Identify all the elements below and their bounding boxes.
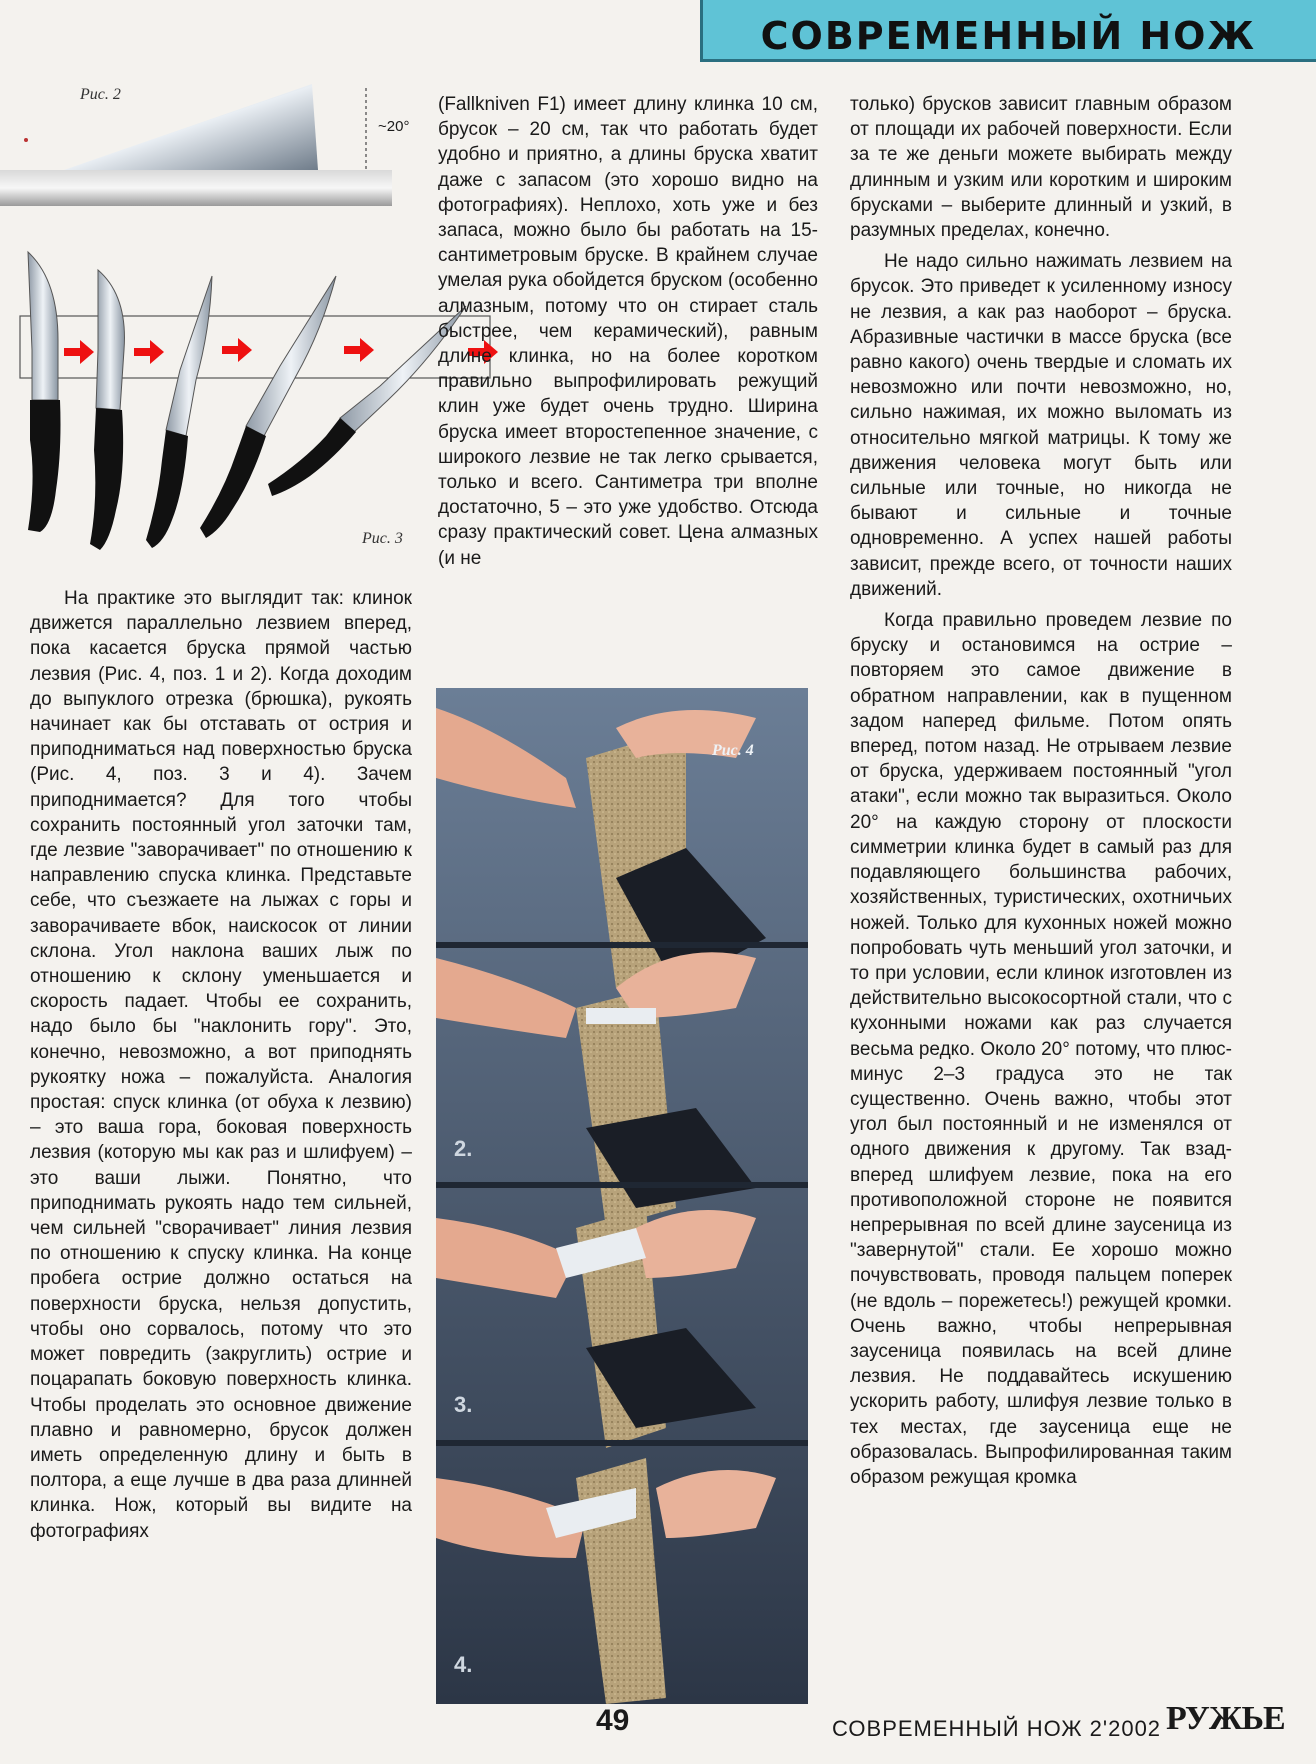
photo-step-label: 2.: [454, 1136, 473, 1161]
knife-5: [268, 306, 466, 496]
sharpening-stone: [0, 170, 392, 206]
knife-4: [200, 276, 336, 538]
page-number: 49: [596, 1704, 630, 1737]
text-column-3: [850, 92, 1232, 1490]
stone-outline: [20, 316, 490, 378]
figure-4-photo-art: [436, 688, 808, 1704]
text-column-1: [30, 586, 412, 1544]
figure-2-angle-diagram: [0, 78, 420, 228]
knife-3: [146, 276, 212, 548]
figure-4-photo-sequence: [436, 688, 808, 1704]
figure-4-caption: Рис. 4: [712, 742, 754, 759]
text-column-2: [438, 92, 818, 571]
photo-step-label: 4.: [454, 1652, 473, 1677]
paragraph: Когда правильно проведем лезвие по бруску и остановимся на острие – повторяем это самое движение в обратном направлении, как в пущенном задом наперед фильме. Потом опять вперед, потом назад. Не отрываем лезвие от бруска, удерживаем постоянный "угол атаки", если можно так выразиться. Около 20° на каждую сторону от плоскости симметрии клинка будет в самый раз для подавляющего большинства рабочих, хозяйственных, туристических, охотничьих ножей. Только для кухонных ножей можно попробовать чуть меньший угол заточки, и то при условии, если клинок изготовлен из действительно высокосортной стали, что с кухонными ножами как раз случается весьма редко. Около 20° потому, что плюс-минус 2–3 градуса это не так существенно. Очень важно, чтобы этот угол был постоянный и не изменялся от одного движения к другому. Так взад-вперед шлифуем лезвие, пока на его противоположной стороне не появится непрерывная по всей длине заусеница из "завернутой" стали. Ее хорошо можно почувствовать, проводя пальцем поперек (не вдоль – порежетесь!) режущей кромки. Очень важно, чтобы непрерывная заусеница появилась на всей длине лезвия. Не поддавайтесь искушению ускорить работу, шлифуя лезвие только в тех местах, где заусеница еще не образовалась. Выпрофилированная таким образом режущая кромка: [850, 610, 1232, 1488]
paragraph: Не надо сильно нажимать лезвием на брусок. Это приведет к усиленному износу не лезвия, а как раз наоборот – бруска. Абразивные частички в массе бруска (все равно какого) очень твердые и сломать их невозможно или почти невозможно, но, сильно нажимая, их можно выломать из относительно мягкой матрицы. К тому же движения человека могут быть или сильные или точные, но никогда не бывают и сильные и точные одновременно. А успех нашей работы зависит, прежде всего, от точности наших движений.: [850, 251, 1232, 600]
paragraph: На практике это выглядит так: клинок движется параллельно лезвием вперед, пока касается бруска прямой частью лезвия (Рис. 4, поз. 1 и 2). Когда доходим до выпуклого отрезка (брюшка), рукоять начинает как бы отставать от острия и приподниматься над поверхностью бруска (Рис. 4, поз. 3 и 4). Зачем приподнимается? Для того чтобы сохранить постоянный угол заточки там, где лезвие "заворачивает" по отношению к направлению спуска клинка. Представьте себе, что съезжаете на лыжах с горы и заворачиваете вбок, наискосок от линии склона. Угол наклона ваших лыж по отношению к склону уменьшается и скорость падает. Чтобы ее сохранить, надо было бы "наклонить гору". Это, конечно, невозможно, а вот приподнять рукоятку ножа – пожалуйста. Аналогия простая: спуск клинка (от обуха к лезвию) – это ваша гора, боковая поверхность лезвия (которую мы как раз и шлифуем) – это ваши лыжи. Понятно, что приподнимать рукоять надо тем сильней, чем сильней "сворачивает" линия лезвия по отношению к спуску клинка. На конце пробега острие должно остаться на поверхности бруска, нельзя допустить, чтобы оно сорвалось, потому что это может повредить (закруглить) острие и поцарапать боковую поверхность клинка. Чтобы проделать это основное движение плавно и равномерно, брусок должен иметь определенную длину и быть в полтора, а еще лучше в два раза длинней клинка. Нож, который вы видите на фотографиях: [30, 588, 412, 1542]
figure-3-knife-sequence: [0, 240, 500, 570]
paragraph: только) брусков зависит главным образом от площади их рабочей поверхности. Если за те же деньги можете выбирать между длинным и узким или коротким и широким брусками – выберите длинный и узкий, в разумных пределах, конечно.: [850, 94, 1232, 242]
figure-2-caption: Рис. 2: [80, 86, 121, 103]
magazine-issue: СОВРЕМЕННЫЙ НОЖ 2'2002: [832, 1716, 1162, 1741]
angle-label: ~20°: [378, 118, 410, 135]
figure-3-caption: Рис. 3: [362, 530, 403, 547]
knife-1: [28, 252, 61, 532]
paragraph: (Fallkniven F1) имеет длину клинка 10 см, брусок – 20 см, так что работать будет удобно и приятно, а длины бруска хватит даже с запасом (это хорошо видно на фотографиях). Неплохо, хоть уже и без запаса, можно было бы работать на 15-сантиметровым бруске. В крайнем случае умелая рука обойдется бруском (особенно алмазным, потому что он стирает сталь быстрее, чем керамический), равным длине клинка, но на более коротком правильно выпрофилировать режущий клин уже будет очень трудно. Ширина бруска имеет второстепенное значение, с широкого лезвие не так легко срывается, только и всего. Сантиметра три вполне достаточно, 5 – это уже удобство. Отсюда сразу практический совет. Цена алмазных (и не: [438, 94, 818, 569]
section-title: СОВРЕМЕННЫЙ НОЖ: [760, 14, 1256, 58]
magazine-logo: РУЖЬЕ: [1166, 1700, 1285, 1737]
knife-2: [90, 270, 124, 550]
section-header-bar: [700, 0, 1316, 62]
photo-step-label: 3.: [454, 1392, 473, 1417]
